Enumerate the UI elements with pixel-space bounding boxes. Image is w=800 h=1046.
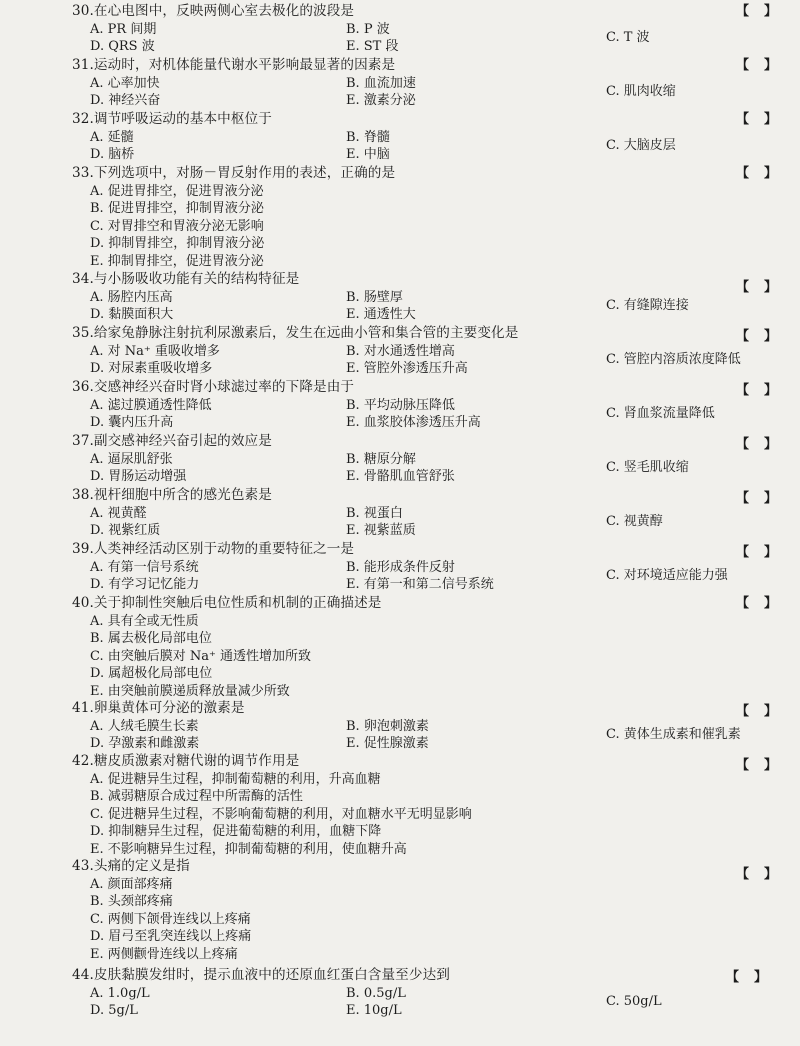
option-c[interactable]: C. 黄体生成素和催乳素 — [606, 726, 741, 742]
question-35 — [72, 325, 792, 378]
question-stem — [72, 379, 792, 397]
option-c[interactable]: C. 有缝隙连接 — [606, 297, 689, 313]
question-text: 人类神经活动区别于动物的重要特征之一是 — [93, 541, 355, 557]
question-number: 35. — [72, 325, 94, 341]
question-stem — [72, 3, 792, 21]
question-stem — [72, 967, 792, 985]
option-c[interactable]: C. T 波 — [606, 29, 650, 45]
option-d[interactable]: D. 孕激素和雌激素 — [90, 736, 200, 752]
option-a[interactable]: A. 颜面部疼痛 — [90, 876, 173, 892]
question-number: 32. — [72, 111, 94, 127]
option-b[interactable]: B. 平均动脉压降低 — [346, 397, 455, 413]
answer-bracket[interactable]: 【 】 — [735, 867, 778, 882]
option-d[interactable]: D. 对尿素重吸收增多 — [90, 361, 213, 377]
question-number: 43. — [72, 858, 94, 874]
question-text: 调节呼吸运动的基本中枢位于 — [93, 111, 272, 127]
question-37 — [72, 433, 792, 486]
option-b[interactable]: B. 脊髓 — [346, 129, 390, 145]
question-34 — [72, 271, 792, 324]
question-stem — [72, 165, 792, 183]
option-e[interactable]: E. 通透性大 — [346, 307, 416, 323]
question-44 — [72, 967, 792, 1020]
question-38 — [72, 487, 792, 540]
question-text: 视杆细胞中所含的感光色素是 — [93, 487, 272, 503]
question-number: 36. — [72, 379, 94, 395]
options — [72, 397, 792, 432]
option-c[interactable]: C. 大脑皮层 — [606, 137, 676, 153]
option-d[interactable]: D. 属超极化局部电位 — [90, 666, 213, 682]
question-number: 34. — [72, 271, 94, 287]
question-42 — [72, 753, 792, 859]
question-33 — [72, 165, 792, 271]
option-b[interactable]: B. P 波 — [346, 21, 390, 37]
question-number: 39. — [72, 541, 94, 557]
option-a[interactable]: A. 心率加快 — [90, 75, 160, 91]
question-31 — [72, 57, 792, 110]
option-b[interactable]: B. 肠壁厚 — [346, 289, 403, 305]
option-e[interactable]: E. 由突触前膜递质释放量减少所致 — [90, 683, 290, 699]
question-text: 皮肤黏膜发绀时，提示血液中的还原血红蛋白含量至少达到 — [93, 967, 450, 983]
question-number: 30. — [72, 3, 94, 19]
answer-bracket[interactable]: 【 】 — [735, 758, 778, 773]
answer-bracket[interactable]: 【 】 — [735, 166, 778, 181]
option-d[interactable]: D. 神经兴奋 — [90, 93, 161, 109]
option-a[interactable]: A. 具有全或无性质 — [90, 613, 199, 629]
options — [72, 613, 792, 701]
options — [72, 75, 792, 110]
option-a[interactable]: A. 肠腔内压高 — [90, 289, 173, 305]
question-text: 与小肠吸收功能有关的结构特征是 — [93, 271, 300, 287]
option-e[interactable]: E. 视紫蓝质 — [346, 523, 416, 539]
option-e[interactable]: E. 管腔外渗透压升高 — [346, 361, 468, 377]
question-40 — [72, 595, 792, 701]
answer-bracket[interactable]: 【 】 — [725, 970, 768, 985]
question-41 — [72, 700, 792, 753]
question-text: 运动时，对机体能量代谢水平影响最显著的因素是 — [93, 57, 396, 73]
option-b[interactable]: B. 0.5g/L — [346, 985, 406, 1001]
options — [72, 129, 792, 164]
option-e[interactable]: E. 血浆胶体渗透压升高 — [346, 415, 481, 431]
answer-bracket[interactable]: 【 】 — [735, 596, 778, 611]
option-d[interactable]: D. QRS 波 — [90, 39, 155, 55]
option-e[interactable]: E. 有第一和第二信号系统 — [346, 577, 494, 593]
question-text: 在心电图中，反映两侧心室去极化的波段是 — [93, 3, 355, 19]
option-c[interactable]: C. 管腔内溶质浓度降低 — [606, 351, 741, 367]
question-stem — [72, 753, 792, 771]
option-a[interactable]: A. 滤过膜通透性降低 — [90, 397, 212, 413]
option-b[interactable]: B. 头颈部疼痛 — [90, 894, 173, 910]
option-a[interactable]: A. 人绒毛膜生长素 — [90, 718, 199, 734]
option-c[interactable]: C. 肾血浆流量降低 — [606, 405, 715, 421]
question-stem — [72, 111, 792, 129]
option-e[interactable]: E. ST 段 — [346, 39, 399, 55]
option-a[interactable]: A. 促进糖异生过程，抑制葡萄糖的利用，升高血糖 — [90, 771, 381, 787]
option-d[interactable]: D. 有学习记忆能力 — [90, 577, 200, 593]
option-c[interactable]: C. 对胃排空和胃液分泌无影响 — [90, 218, 264, 234]
options — [72, 289, 792, 324]
question-stem — [72, 325, 792, 343]
question-30 — [72, 3, 792, 56]
option-b[interactable]: B. 对水通透性增高 — [346, 343, 455, 359]
question-text: 糖皮质激素对糖代谢的调节作用是 — [93, 753, 300, 769]
question-text: 关于抑制性突触后电位性质和机制的正确描述是 — [93, 595, 382, 611]
option-b[interactable]: B. 视蛋白 — [346, 505, 403, 521]
option-d[interactable]: D. 囊内压升高 — [90, 415, 174, 431]
option-d[interactable]: D. 胃肠运动增强 — [90, 469, 187, 485]
options — [72, 876, 792, 964]
question-number: 37. — [72, 433, 94, 449]
option-a[interactable]: A. PR 间期 — [90, 21, 157, 37]
question-text: 头痛的定义是指 — [93, 858, 190, 874]
options — [72, 183, 792, 271]
question-stem — [72, 858, 792, 876]
question-text: 副交感神经兴奋引起的效应是 — [93, 433, 272, 449]
options — [72, 718, 792, 753]
option-a[interactable]: A. 有第一信号系统 — [90, 559, 199, 575]
options — [72, 505, 792, 540]
question-number: 33. — [72, 165, 94, 181]
question-text: 下列选项中，对肠－胃反射作用的表述，正确的是 — [93, 165, 396, 181]
question-32 — [72, 111, 792, 164]
option-e[interactable]: E. 激素分泌 — [346, 93, 416, 109]
option-b[interactable]: B. 属去极化局部电位 — [90, 631, 212, 647]
option-a[interactable]: A. 逼尿肌舒张 — [90, 451, 173, 467]
options — [72, 21, 792, 56]
answer-bracket[interactable]: 【 】 — [735, 329, 778, 344]
option-d[interactable]: D. 眉弓至乳突连线以上疼痛 — [90, 929, 252, 945]
option-a[interactable]: A. 1.0g/L — [90, 985, 150, 1001]
question-stem — [72, 271, 792, 289]
question-number: 38. — [72, 487, 94, 503]
option-e[interactable]: E. 两侧颧骨连线以上疼痛 — [90, 946, 238, 962]
option-b[interactable]: B. 糖原分解 — [346, 451, 416, 467]
question-number: 41. — [72, 700, 94, 716]
option-c[interactable]: C. 肌肉收缩 — [606, 83, 676, 99]
options — [72, 451, 792, 486]
option-d[interactable]: D. 视紫红质 — [90, 523, 161, 539]
option-a[interactable]: A. 促进胃排空，促进胃液分泌 — [90, 183, 264, 199]
answer-bracket[interactable]: 【 】 — [735, 491, 778, 506]
option-d[interactable]: D. 5g/L — [90, 1003, 138, 1019]
option-e[interactable]: E. 抑制胃排空，促进胃液分泌 — [90, 253, 264, 269]
option-c[interactable]: C. 竖毛肌收缩 — [606, 459, 689, 475]
answer-bracket[interactable]: 【 】 — [735, 704, 778, 719]
question-43 — [72, 858, 792, 964]
question-stem — [72, 595, 792, 613]
question-number: 31. — [72, 57, 94, 73]
option-b[interactable]: B. 促进胃排空，抑制胃液分泌 — [90, 201, 264, 217]
option-d[interactable]: D. 抑制糖异生过程，促进葡萄糖的利用，血糖下降 — [90, 824, 382, 840]
option-a[interactable]: A. 视黄醛 — [90, 505, 147, 521]
answer-bracket[interactable]: 【 】 — [735, 545, 778, 560]
options — [72, 771, 792, 859]
options — [72, 559, 792, 594]
option-e[interactable]: E. 中脑 — [346, 147, 390, 163]
answer-bracket[interactable]: 【 】 — [735, 280, 778, 295]
option-a[interactable]: A. 延髓 — [90, 129, 134, 145]
answer-bracket[interactable]: 【 】 — [735, 112, 778, 127]
question-text: 卵巢黄体可分泌的激素是 — [93, 700, 245, 716]
question-39 — [72, 541, 792, 594]
answer-bracket[interactable]: 【 】 — [735, 383, 778, 398]
question-stem — [72, 57, 792, 75]
question-text: 给家兔静脉注射抗利尿激素后，发生在远曲小管和集合管的主要变化是 — [93, 325, 519, 341]
option-b[interactable]: B. 血流加速 — [346, 75, 416, 91]
question-stem — [72, 700, 792, 718]
option-c[interactable]: C. 50g/L — [606, 993, 662, 1009]
options — [72, 985, 792, 1020]
question-text: 交感神经兴奋时肾小球滤过率的下降是由于 — [93, 379, 355, 395]
option-b[interactable]: B. 能形成条件反射 — [346, 559, 455, 575]
option-d[interactable]: D. 黏膜面积大 — [90, 307, 174, 323]
option-d[interactable]: D. 抑制胃排空，抑制胃液分泌 — [90, 236, 265, 252]
option-c[interactable]: C. 视黄醇 — [606, 513, 663, 529]
question-stem — [72, 433, 792, 451]
option-c[interactable]: C. 对环境适应能力强 — [606, 567, 728, 583]
answer-bracket[interactable]: 【 】 — [735, 4, 778, 19]
option-d[interactable]: D. 脑桥 — [90, 147, 135, 163]
question-stem — [72, 487, 792, 505]
option-e[interactable]: E. 骨骼肌血管舒张 — [346, 469, 455, 485]
option-e[interactable]: E. 促性腺激素 — [346, 736, 429, 752]
option-c[interactable]: C. 促进糖异生过程，不影响葡萄糖的利用，对血糖水平无明显影响 — [90, 806, 472, 822]
option-e[interactable]: E. 不影响糖异生过程，抑制葡萄糖的利用，使血糖升高 — [90, 841, 407, 857]
question-36 — [72, 379, 792, 432]
question-stem — [72, 541, 792, 559]
question-number: 44. — [72, 967, 94, 983]
option-c[interactable]: C. 两侧下颌骨连线以上疼痛 — [90, 911, 251, 927]
question-number: 40. — [72, 595, 94, 611]
question-number: 42. — [72, 753, 94, 769]
option-a[interactable]: A. 对 Na⁺ 重吸收增多 — [90, 343, 220, 359]
option-b[interactable]: B. 卵泡刺激素 — [346, 718, 429, 734]
answer-bracket[interactable]: 【 】 — [735, 437, 778, 452]
option-e[interactable]: E. 10g/L — [346, 1003, 402, 1019]
answer-bracket[interactable]: 【 】 — [735, 58, 778, 73]
options — [72, 343, 792, 378]
option-c[interactable]: C. 由突触后膜对 Na⁺ 通透性增加所致 — [90, 648, 312, 664]
option-b[interactable]: B. 减弱糖原合成过程中所需酶的活性 — [90, 789, 303, 805]
